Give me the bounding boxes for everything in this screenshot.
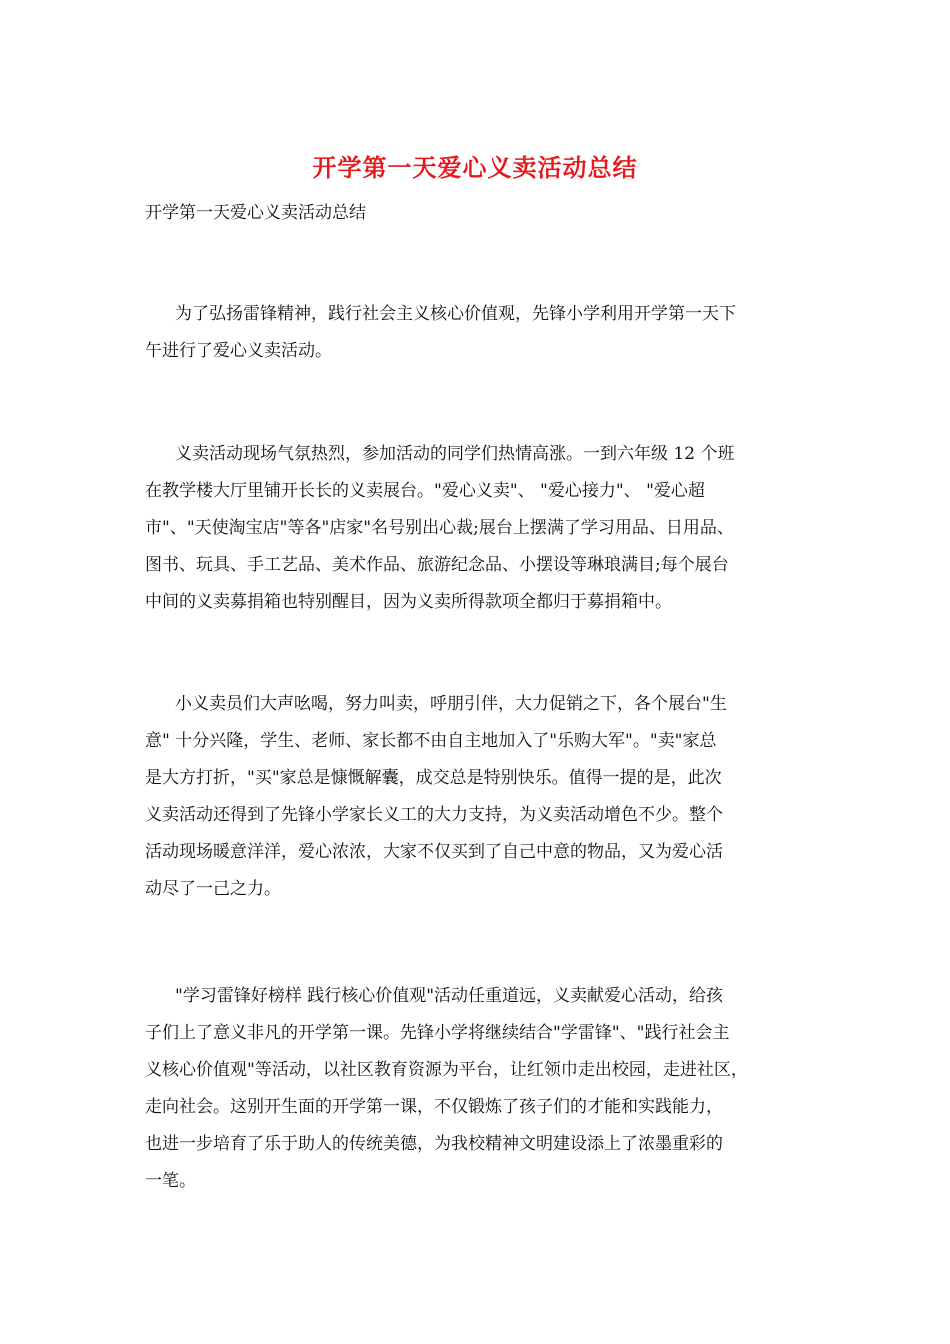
paragraph-line: 子们上了意义非凡的开学第一课。先锋小学将继续结合"学雷锋"、"践行社会主: [145, 1023, 730, 1043]
paragraph-line: 一笔。: [145, 1171, 196, 1191]
paragraph-line: 图书、玩具、手工艺品、美术作品、旅游纪念品、小摆设等琳琅满目;每个展台: [145, 555, 729, 575]
document-title: 开学第一天爱心义卖活动总结: [312, 153, 638, 182]
paragraph-line: 小义卖员们大声吆喝，努力叫卖，呼朋引伴，大力促销之下，各个展台"生: [175, 694, 727, 714]
paragraph-line: 义卖活动现场气氛热烈，参加活动的同学们热情高涨。一到六年级 12 个班: [175, 444, 735, 464]
paragraph-line: 义核心价值观"等活动，以社区教育资源为平台，让红领巾走出校园，走进社区，: [145, 1060, 748, 1080]
paragraph-line: "学习雷锋好榜样 践行核心价值观"活动任重道远，义卖献爱心活动，给孩: [175, 986, 724, 1006]
paragraph-line: 为了弘扬雷锋精神，践行社会主义核心价值观，先锋小学利用开学第一天下: [175, 304, 736, 324]
paragraph-line: 意" 十分兴隆，学生、老师、家长都不由自主地加入了"乐购大军"。"卖"家总: [145, 731, 717, 751]
paragraph-line: 午进行了爱心义卖活动。: [145, 341, 332, 361]
paragraph-line: 也进一步培育了乐于助人的传统美德，为我校精神文明建设添上了浓墨重彩的: [145, 1134, 723, 1154]
paragraph-line: 动尽了一己之力。: [145, 879, 281, 899]
paragraph-3: [145, 686, 825, 908]
paragraph-line: 走向社会。这别开生面的开学第一课，不仅锻炼了孩子们的才能和实践能力，: [145, 1097, 723, 1117]
paragraph-line: 活动现场暖意洋洋，爱心浓浓，大家不仅买到了自己中意的物品，又为爱心活: [145, 842, 723, 862]
document-subtitle: 开学第一天爱心义卖活动总结: [145, 203, 366, 223]
paragraph-1: [145, 296, 825, 370]
paragraph-line: 在教学楼大厅里铺开长长的义卖展台。"爱心义卖"、 "爱心接力"、 "爱心超: [145, 481, 705, 501]
paragraph-line: 市"、"天使淘宝店"等各"店家"名号别出心裁;展台上摆满了学习用品、日用品、: [145, 518, 734, 538]
paragraph-line: 中间的义卖募捐箱也特别醒目，因为义卖所得款项全都归于募捐箱中。: [145, 592, 672, 612]
paragraph-2: [145, 436, 825, 621]
paragraph-4: [145, 978, 825, 1200]
paragraph-line: 义卖活动还得到了先锋小学家长义工的大力支持，为义卖活动增色不少。整个: [145, 805, 723, 825]
paragraph-line: 是大方打折，"买"家总是慷慨解囊，成交总是特别快乐。值得一提的是，此次: [145, 768, 722, 788]
